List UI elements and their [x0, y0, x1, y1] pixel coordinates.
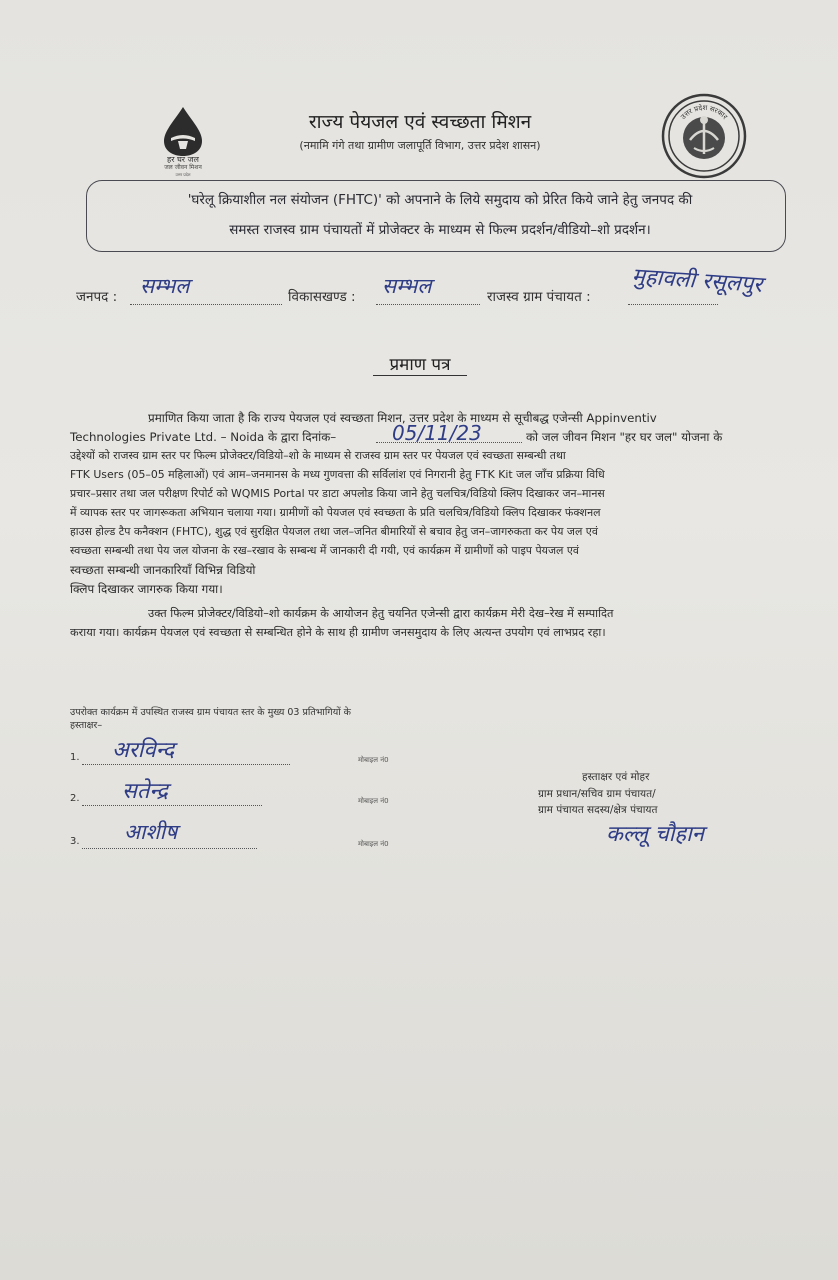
paragraph-line: FTK Users (05–05 महिलाओं) एवं आम–जनमानस के मध्य गुणवत्ता की सर्विलांश एवं निगरानी हेतु FTK Kit जल जाँच प्रक्रिया विधि: [70, 468, 605, 481]
participant-3-line: [82, 848, 257, 849]
official-sign-label: हस्ताक्षर एवं मोहर: [582, 771, 650, 783]
participants-heading-line-2: हस्ताक्षर–: [70, 720, 103, 731]
organization-subtitle: (नमामि गंगे तथा ग्रामीण जलापूर्ति विभाग, उत्तर प्रदेश शासन): [299, 139, 541, 152]
organization-title: राज्य पेयजल एवं स्वच्छता मिशन: [308, 111, 532, 133]
district-label: जनपद :: [76, 289, 118, 305]
district-dotted-line: [130, 304, 282, 305]
block-dotted-line: [376, 304, 480, 305]
program-date-value: 05/11/23: [392, 421, 482, 445]
certificate-title-underline: [373, 375, 467, 376]
paragraph-line: में व्यापक स्तर पर जागरूकता अभियान चलाया गया। ग्रामीणों को पेयजल एवं स्वच्छता के प्रति चलचित्र/विडियो क्लिप दिखाकर फंक्शनल: [70, 506, 601, 519]
official-signature: कल्लू चौहान: [606, 822, 704, 847]
block-label: विकासखण्ड :: [288, 289, 356, 305]
logo-text-state: उत्तर प्रदेश: [175, 172, 191, 177]
participant-2-signature: सतेन्द्र: [122, 779, 168, 804]
paragraph-line: उद्देश्यों को राजस्व ग्राम स्तर पर फिल्म प्रोजेक्टर/विडियो–शो के माध्यम से राजस्व ग्राम स्तर पर पेयजल एवं स्वच्छता सम्बन्धी तथा: [70, 449, 566, 462]
panchayat-label: राजस्व ग्राम पंचायत :: [487, 289, 591, 305]
banner-line-1: 'घरेलू क्रियाशील नल संयोजन (FHTC)' को अपनाने के लिये समुदाय को प्रेरित किये जाने हेतु जनपद की: [187, 192, 693, 208]
paragraph-line: क्लिप दिखाकर जागरुक किया गया।: [70, 582, 223, 596]
paragraph-line: स्वच्छता सम्बन्धी जानकारियाँ विभिन्न विडियो: [70, 563, 256, 577]
paragraph-line: प्रमाणित किया जाता है कि राज्य पेयजल एवं स्वच्छता मिशन, उत्तर प्रदेश के माध्यम से सूचीबद्ध एजेन्सी Appinventiv: [148, 411, 657, 425]
block-value: सम्भल: [382, 274, 432, 298]
participants-heading: [70, 706, 450, 732]
participant-3-number: 3.: [70, 836, 80, 847]
participant-1-number: 1.: [70, 752, 80, 763]
logo-text-har-ghar-jal: हर घर जल: [167, 155, 199, 164]
water-drop-icon: [148, 105, 218, 157]
participant-3-mobile-label: मोबाइल नं0: [358, 840, 389, 848]
paragraph-line: उक्त फिल्म प्रोजेक्टर/विडियो–शो कार्यक्रम के आयोजन हेतु चयनित एजेन्सी द्वारा कार्यक्रम मेरी देख–रेख में सम्पादित: [148, 607, 614, 620]
paragraph-line: को जल जीवन मिशन "हर घर जल" योजना के: [526, 430, 723, 444]
participant-1-line: [82, 764, 290, 765]
participant-3-signature: आशीष: [124, 820, 178, 844]
participants-heading-line-1: उपरोक्त कार्यक्रम में उपस्थित राजस्व ग्राम पंचायत स्तर के मुख्य 03 प्रतिभागियों के: [70, 707, 351, 718]
up-government-seal: [660, 92, 748, 180]
emblem-icon: [660, 92, 748, 180]
participant-2-mobile-label: मोबाइल नं0: [358, 797, 389, 805]
district-value: सम्भल: [140, 274, 190, 298]
panchayat-dotted-line: [628, 304, 718, 305]
jal-jeevan-mission-logo: [148, 105, 218, 185]
participant-2-number: 2.: [70, 793, 80, 804]
panchayat-value: मुहावली रसूलपुर: [630, 263, 764, 299]
official-designation-2: ग्राम पंचायत सदस्य/क्षेत्र पंचायत: [538, 804, 658, 816]
paragraph-line: हाउस होल्ड टैप कनैक्शन (FHTC), शुद्ध एवं सुरक्षित पेयजल तथा जल–जनित बीमारियों से बचाव हेतु जन–जागरुकता कर पेय जल एवं: [70, 525, 598, 538]
paragraph-line: कराया गया। कार्यक्रम पेयजल एवं स्वच्छता से सम्बन्धित होने के साथ ही ग्रामीण जनसमुदाय के लिए अत्यन्त उपयोग एवं लाभप्रद रहा।: [70, 626, 606, 639]
official-designation-1: ग्राम प्रधान/सचिव ग्राम पंचायत/: [538, 788, 656, 800]
paragraph-line: प्रचार–प्रसार तथा जल परीक्षण रिपोर्ट को WQMIS Portal पर डाटा अपलोड किया जाने हेतु चलचित्र/विडियो क्लिप दिखाकर जन–मानस: [70, 487, 605, 500]
banner-line-2: समस्त राजस्व ग्राम पंचायतों में प्रोजेक्टर के माध्यम से फिल्म प्रदर्शन/वीडियो–शो प्रदर्शन।: [229, 222, 651, 238]
participant-1-signature: अरविन्द: [112, 738, 175, 763]
participant-1-mobile-label: मोबाइल नं0: [358, 756, 389, 764]
paragraph-line: Technologies Private Ltd. – Noida के द्वारा दिनांक–: [70, 430, 337, 444]
paragraph-line: स्वच्छता सम्बन्धी तथा पेय जल योजना के रख–रखाव के सम्बन्ध में जानकारी दी गयी, एवं कार्यक्रम में ग्रामीणों को पाइप पेयजल एवं: [70, 544, 579, 557]
participant-2-line: [82, 805, 262, 806]
logo-text-jal-jeevan-mission: जल जीवन मिशन: [164, 164, 202, 171]
seal-text: उत्तर प्रदेश सरकार: [679, 103, 729, 122]
certificate-title: प्रमाण पत्र: [389, 355, 451, 375]
